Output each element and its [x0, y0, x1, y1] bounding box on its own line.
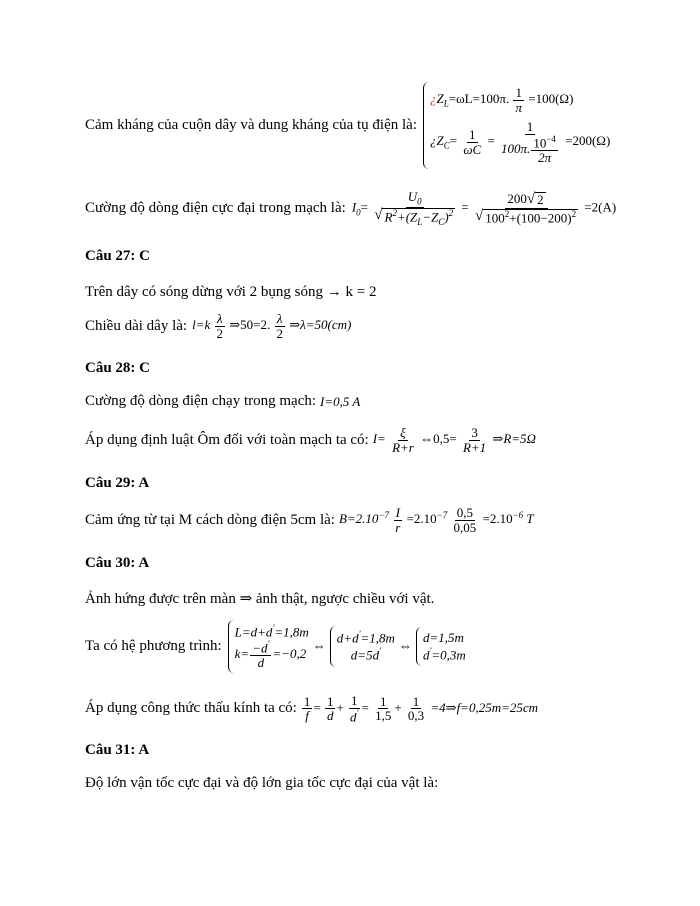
q29-equation: $B=2.10^{-7}$ $\frac{I}{r}$ $=2.10^{-7}$ $\frac{0,5}{0,05}$ $=2.10^{-6}$ T [338, 505, 534, 535]
q30-system-1: L=d+d'=1,8m k= $\frac{-d'}{d}$ =−0,2 [228, 620, 309, 673]
q27-line-1: Trên dây có sóng dừng với 2 bụng sóng → k = 2 [85, 284, 377, 300]
zc-equation: ¿$Z_C=$ $\frac{1}{\omega C}$ = 1 100π. $\frac{10^{-4}}{2\pi}$ =200(Ω) [430, 119, 611, 165]
q31-line-1: Độ lớn vận tốc cực đại và độ lớn gia tốc cực đại của vật là: [85, 775, 439, 791]
q30-system-3: d=1,5m d'=0,3m [416, 627, 466, 666]
lens-equation: $\frac{1}{f}$ = $\frac{1}{d}$ + $\frac{1}{d'}$ = $\frac{1}{1,5}$ + $\frac{1}{0,3}$ =4⇒f=0,25m=25cm [303, 693, 539, 724]
question-28-heading: Câu 28: C [85, 360, 151, 376]
q30-line-2 [85, 620, 466, 673]
q30-text-2: Ta có hệ phương trình: [85, 637, 222, 654]
equivalence-arrow-2: ⇔ [398, 638, 412, 654]
reactance-text: Cảm kháng của cuộn dây và dung kháng của tụ điện là: [85, 116, 417, 133]
q28-text-1: Cường độ dòng điện chạy trong mạch: [85, 393, 317, 409]
q27-equation: l=k $\frac{\lambda}{2}$ ⇒50=2. $\frac{\lambda}{2}$ ⇒λ=50(cm) [192, 311, 352, 341]
q28-text-2: Áp dụng định luật Ôm đối với toàn mạch ta có: [85, 431, 369, 448]
question-27-heading: Câu 27: C [85, 248, 151, 264]
question-29-heading: Câu 29: A [85, 475, 150, 491]
equivalence-arrow: ⇔ [312, 638, 326, 654]
q28-line-1 [85, 393, 360, 410]
q28-current: I=0,5 A [320, 393, 361, 409]
q30-line-1: Ảnh hứng được trên màn ⇒ ảnh thật, ngược chiều với vật. [85, 591, 435, 607]
q29-text: Cảm ứng từ tại M cách dòng điện 5cm là: [85, 511, 335, 528]
i0-text: Cường độ dòng điện cực đại trong mạch là: [85, 200, 346, 217]
reactance-system [423, 82, 610, 169]
q30-system-2: d+d'=1,8m d=5d' [330, 626, 395, 667]
q29-line-1 [85, 506, 534, 534]
q27-line-2 [85, 312, 351, 340]
question-30-heading: Câu 30: A [85, 555, 150, 571]
q30-line-3 [85, 694, 538, 724]
q28-equation: I= $\frac{\xi}{R+r}$ ⇔0,5= $\frac{3}{R+1}$ ⇒R=5Ω [372, 425, 536, 455]
question-31-heading: Câu 31: A [85, 742, 150, 758]
zl-equation: ¿$Z_L=\omega L=100\pi$. $\frac{1}{\pi}$ =100(Ω) [430, 85, 574, 115]
i0-equation: $I_0=$ $U_0$ √ $R^2+(Z_L-Z_C)^2$ = 200 √ 2 √ $100^2+(100-200)^2$ =2(A) [351, 189, 617, 227]
q28-line-2 [85, 426, 536, 454]
i0-line [85, 190, 616, 227]
reactance-line [85, 82, 610, 169]
q27-text: Chiều dài dây là: [85, 317, 188, 334]
q30-text-3: Áp dụng công thức thấu kính ta có: [85, 700, 297, 717]
